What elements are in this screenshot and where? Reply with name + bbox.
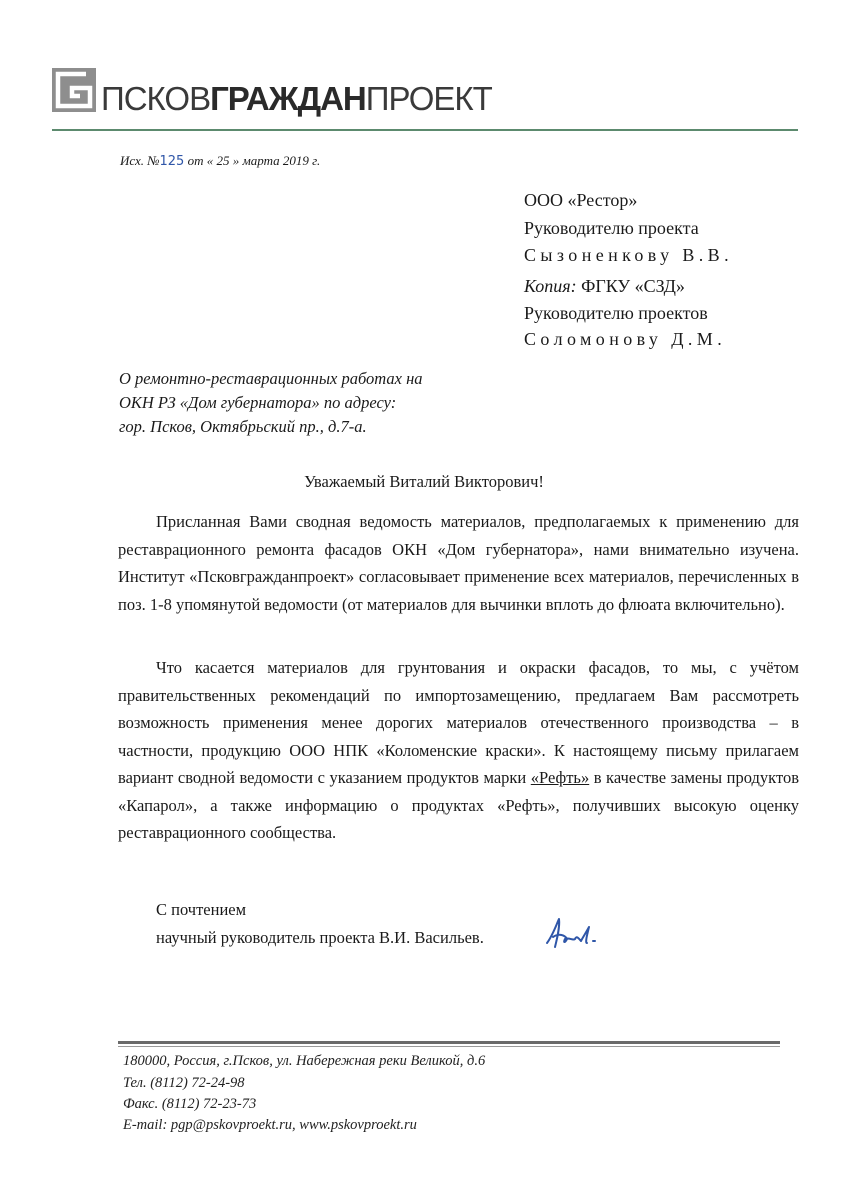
closing-line: С почтением — [156, 900, 247, 919]
refth-underlined: «Рефть» — [530, 768, 590, 787]
outgoing-date: от « 25 » марта 2019 г. — [187, 153, 321, 168]
body-paragraph-1 — [118, 508, 799, 618]
greeting: Уважаемый Виталий Викторович! — [304, 472, 544, 491]
handwritten-signature-icon — [543, 913, 603, 953]
copy-org: ФГКУ «СЗД» — [581, 276, 685, 296]
meander-square-logo-icon — [52, 68, 96, 112]
brand-prefix: ПСКОВ — [101, 80, 211, 117]
paragraph-1-text: Присланная Вами сводная ведомость материалов, предполагаемых к применению для реставрационного ремонта фасадов ОКН «Дом губернатора», нами внимательно изучена. Институт «Псковгражданпроект» согласовывает применение всех материалов, перечисленных в поз. 1-8 упомянутой ведомости (от материалов для вычинки вплоть до флюата включительно). — [118, 512, 799, 614]
brand-bold: ГРАЖДАН — [210, 80, 366, 117]
addressee-org: ООО «Рестор» — [524, 190, 638, 210]
subject-line-2: ОКН РЗ «Дом губернатора» по адресу: — [119, 393, 397, 412]
subject-line-3: гор. Псков, Октябрьский пр., д.7-а. — [119, 417, 367, 436]
addressee-position: Руководителю проекта — [524, 218, 699, 238]
copy-line — [524, 277, 685, 295]
copy-label: Копия: — [524, 276, 577, 296]
brand-wordmark — [101, 82, 492, 115]
copy-position: Руководителю проектов — [524, 303, 708, 323]
copy-name: Соломонову Д.М. — [524, 329, 727, 349]
signatory-line: научный руководитель проекта В.И. Васильев. — [156, 928, 484, 947]
subject-line-1: О ремонтно-реставрационных работах на — [119, 369, 423, 388]
paragraph-2-part-2: в качестве замены продуктов «Капарол», а также информацию о продуктах «Рефть», получивших высокую оценку реставрационного сообщества. — [118, 768, 799, 842]
footer-email: E-mail: pgp@pskovproekt.ru, www.pskovproekt.ru — [123, 1117, 417, 1133]
header-divider — [52, 129, 798, 131]
paragraph-2-part-1: Что касается материалов для грунтования и окраски фасадов, то мы, с учётом правительственных рекомендаций по импортозамещению, предлагаем Вам рассмотреть возможность применения менее дорогих материалов отечественного производства – в частности, продукцию ООО НПК «Коломенские краски». К настоящему письму прилагаем вариант сводной ведомости с указанием продуктов марки — [118, 658, 799, 787]
footer-address: 180000, Россия, г.Псков, ул. Набережная реки Великой, д.6 — [123, 1053, 486, 1069]
body-paragraph-2 — [118, 654, 799, 847]
footer-fax: Факс. (8112) 72-23-73 — [123, 1096, 257, 1112]
footer-divider — [118, 1041, 780, 1044]
footer-phone: Тел. (8112) 72-24-98 — [123, 1075, 245, 1091]
outgoing-prefix: Исх. № — [120, 153, 160, 168]
footer-divider-thin — [118, 1046, 780, 1047]
outgoing-reference — [120, 153, 320, 169]
outgoing-number: 125 — [159, 154, 185, 169]
addressee-name: Сызоненкову В.В. — [524, 245, 733, 265]
brand-suffix: ПРОЕКТ — [365, 80, 492, 117]
paragraph-2-text — [118, 654, 799, 847]
